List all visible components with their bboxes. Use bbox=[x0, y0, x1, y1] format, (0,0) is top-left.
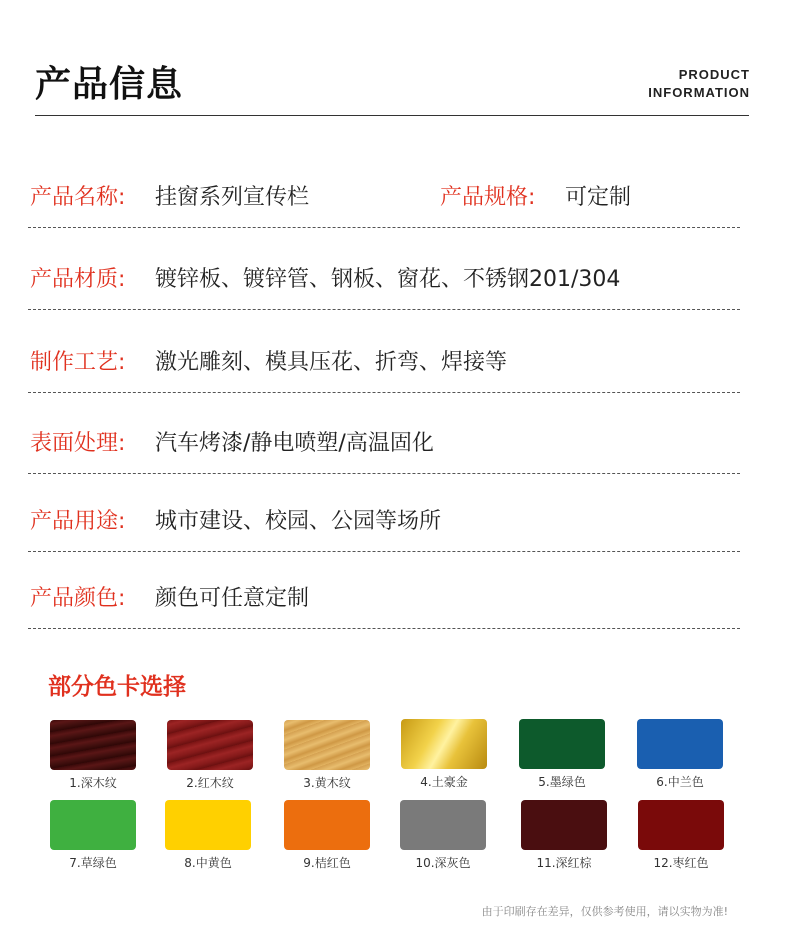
info-value-usage: 城市建设、校园、公园等场所 bbox=[155, 509, 442, 534]
swatch-name: 12.枣红色 bbox=[653, 856, 709, 870]
info-row-surface bbox=[28, 396, 740, 474]
swatch-chip bbox=[50, 720, 136, 770]
info-value-name: 挂窗系列宣传栏 bbox=[155, 185, 310, 210]
swatch-section-title: 部分色卡选择 bbox=[48, 674, 186, 700]
swatch-item bbox=[284, 800, 370, 871]
swatch-name: 2.红木纹 bbox=[186, 776, 234, 790]
swatch-name: 7.草绿色 bbox=[69, 856, 117, 870]
header-english-line1: PRODUCT bbox=[678, 67, 750, 82]
page-title: 产品信息 bbox=[35, 64, 184, 105]
info-label-surface: 表面处理: bbox=[30, 431, 126, 456]
info-label-material: 产品材质: bbox=[30, 267, 126, 292]
swatch-chip bbox=[50, 800, 136, 850]
swatch-item bbox=[401, 719, 487, 790]
swatch-item bbox=[165, 800, 251, 871]
swatch-name: 9.桔红色 bbox=[303, 856, 351, 870]
info-label-name: 产品名称: bbox=[30, 185, 126, 210]
swatch-chip bbox=[284, 720, 370, 770]
info-row-material bbox=[28, 232, 740, 310]
info-label-color: 产品颜色: bbox=[30, 586, 126, 611]
header-english bbox=[648, 66, 750, 102]
swatch-item bbox=[167, 720, 253, 791]
header-divider bbox=[35, 115, 749, 116]
swatch-item bbox=[284, 720, 370, 791]
info-value-surface: 汽车烤漆/静电喷塑/高温固化 bbox=[155, 431, 434, 456]
swatch-chip bbox=[167, 720, 253, 770]
swatch-name: 1.深木纹 bbox=[69, 776, 117, 790]
info-row-color bbox=[28, 551, 740, 629]
swatch-chip bbox=[638, 800, 724, 850]
header-english-line2: INFORMATION bbox=[648, 85, 750, 100]
info-value-spec: 可定制 bbox=[565, 185, 632, 210]
print-disclaimer: 由于印刷存在差异，仅供参考使用，请以实物为准! bbox=[481, 905, 728, 918]
info-value-color: 颜色可任意定制 bbox=[155, 586, 310, 611]
info-row-usage bbox=[28, 474, 740, 552]
swatch-name: 10.深灰色 bbox=[415, 856, 471, 870]
swatch-chip bbox=[521, 800, 607, 850]
swatch-chip bbox=[637, 719, 723, 769]
swatch-name: 6.中兰色 bbox=[656, 775, 704, 789]
info-label-usage: 产品用途: bbox=[30, 509, 126, 534]
swatch-item bbox=[638, 800, 724, 871]
swatch-item bbox=[50, 800, 136, 871]
swatch-item bbox=[519, 719, 605, 790]
info-label-spec: 产品规格: bbox=[440, 185, 536, 210]
swatch-name: 3.黄木纹 bbox=[303, 776, 351, 790]
swatch-item bbox=[50, 720, 136, 791]
swatch-item bbox=[400, 800, 486, 871]
info-row-process bbox=[28, 315, 740, 393]
swatch-item bbox=[521, 800, 607, 871]
swatch-item bbox=[637, 719, 723, 790]
swatch-chip bbox=[519, 719, 605, 769]
swatch-chip bbox=[401, 719, 487, 769]
info-row-name bbox=[28, 150, 740, 228]
swatch-chip bbox=[165, 800, 251, 850]
info-label-process: 制作工艺: bbox=[30, 350, 126, 375]
swatch-name: 4.土豪金 bbox=[420, 775, 468, 789]
info-value-material: 镀锌板、镀锌管、钢板、窗花、不锈钢201/304 bbox=[155, 267, 621, 292]
swatch-name: 8.中黄色 bbox=[184, 856, 232, 870]
swatch-chip bbox=[400, 800, 486, 850]
info-value-process: 激光雕刻、模具压花、折弯、焊接等 bbox=[155, 350, 508, 375]
swatch-chip bbox=[284, 800, 370, 850]
swatch-name: 11.深红棕 bbox=[536, 856, 592, 870]
swatch-name: 5.墨绿色 bbox=[538, 775, 586, 789]
